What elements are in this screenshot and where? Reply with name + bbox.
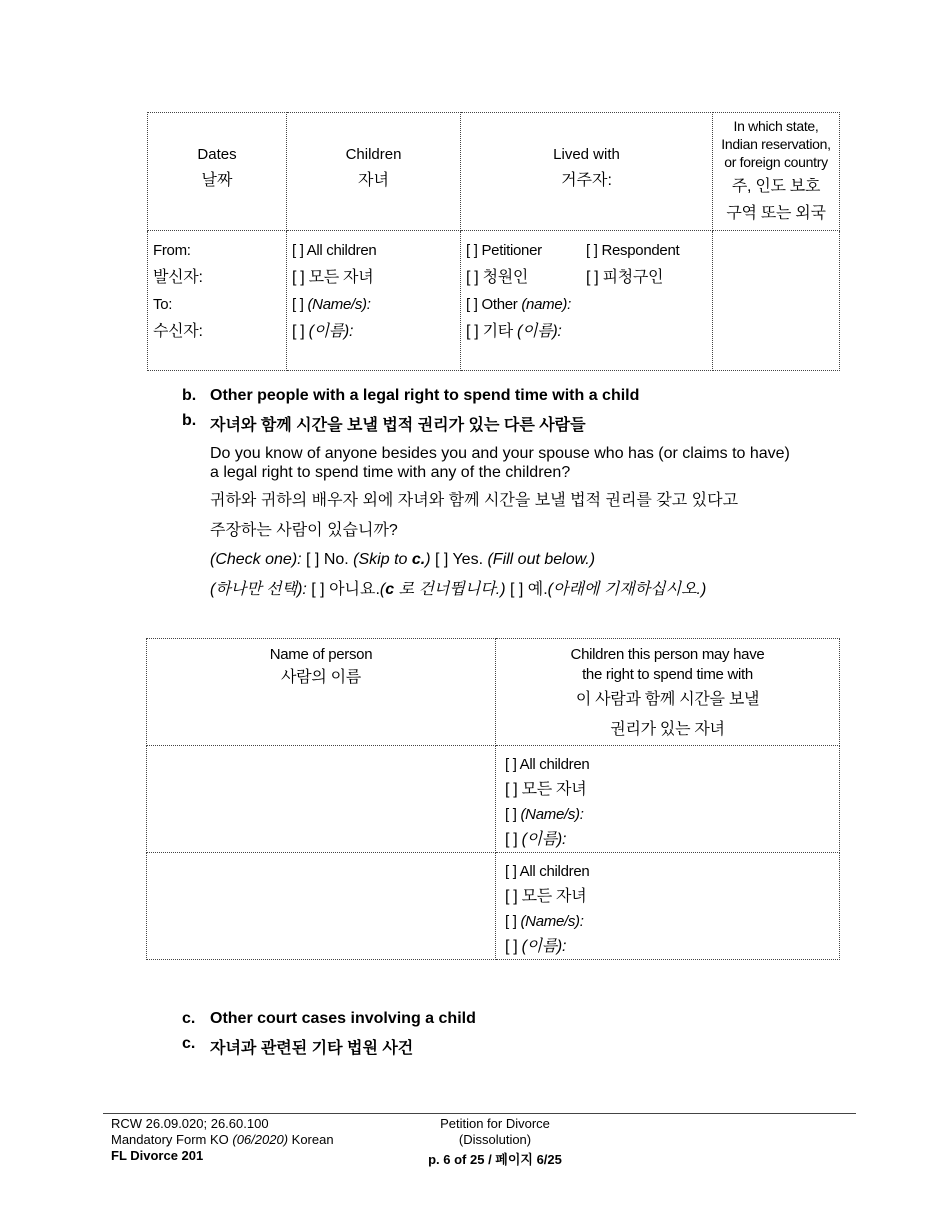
person-children-cell xyxy=(496,746,840,853)
all-children-checkbox-en[interactable]: [ ] All children xyxy=(505,756,590,773)
all-children-checkbox-ko[interactable]: [ ] 모든 자녀 xyxy=(505,781,587,798)
person-name-cell[interactable] xyxy=(147,853,496,960)
header-children-ko: 자녀 xyxy=(358,172,389,189)
state-cell[interactable] xyxy=(713,231,840,371)
fill-below-ko: (아래에 기재하십시오.) xyxy=(547,581,707,598)
header-person-children-ko-1: 이 사람과 함께 시간을 보낼 xyxy=(575,691,760,708)
names-label-en: (Name/s): xyxy=(307,296,371,313)
names-checkbox-ko[interactable] xyxy=(292,318,460,345)
header-children-en: Children xyxy=(345,146,402,163)
skip-target-en: c. xyxy=(411,551,426,568)
footer-title-1: Petition for Divorce xyxy=(440,1116,550,1131)
question-en-line-1: Do you know of anyone besides you and your spouse who has (or claims to have) xyxy=(210,445,790,462)
section-b-title-ko xyxy=(182,412,586,434)
all-children-checkbox-ko[interactable]: [ ] 모든 자녀 xyxy=(505,888,587,905)
footer-mandatory-date: (06/2020) xyxy=(232,1132,289,1147)
other-box-ko: [ ] 기타 xyxy=(466,323,518,340)
footer-rcw: RCW 26.09.020; 26.60.100 xyxy=(111,1116,269,1131)
header-dates-en: Dates xyxy=(197,146,237,163)
check-lead-ko: (하나만 선택 xyxy=(210,581,298,598)
header-state-en-3: or foreign country xyxy=(724,154,828,170)
names-label-ko: (이름): xyxy=(521,938,567,955)
question-en xyxy=(210,444,790,482)
names-checkbox-en[interactable] xyxy=(505,909,839,934)
footer-form-id: FL Divorce 201 xyxy=(111,1148,204,1163)
other-label-en: (name): xyxy=(521,296,571,313)
dates-cell[interactable] xyxy=(148,231,287,371)
question-ko xyxy=(210,486,738,546)
question-en-line-2: a legal right to spend time with any of the children? xyxy=(210,464,571,481)
check-lead-en: (Check one): xyxy=(210,551,302,568)
footer-left xyxy=(111,1116,334,1164)
other-people-table xyxy=(146,638,840,960)
no-checkbox-en[interactable]: [ ] No. xyxy=(301,551,354,568)
respondent-checkbox-ko[interactable]: [ ] 피청구인 xyxy=(586,269,664,286)
header-person-children-ko-2: 권리가 있는 자녀 xyxy=(610,721,725,738)
to-label-en: To: xyxy=(153,296,173,313)
header-state-en-2: Indian reservation, xyxy=(721,136,831,152)
names-label-ko: (이름): xyxy=(308,323,354,340)
names-box-ko: [ ] xyxy=(505,938,522,955)
yes-checkbox-ko[interactable]: [ ] 예. xyxy=(505,581,548,598)
footer-mandatory-a: Mandatory Form KO xyxy=(111,1132,233,1147)
skip-text-en: (Skip to xyxy=(353,551,412,568)
skip-target-ko: c xyxy=(385,581,395,598)
person-name-cell[interactable] xyxy=(147,746,496,853)
question-ko-line-1: 귀하와 귀하의 배우자 외에 자녀와 함께 시간을 보낼 법적 권리를 갖고 있다고 xyxy=(210,492,739,509)
header-lived-with xyxy=(461,113,713,231)
names-box-ko: [ ] xyxy=(505,831,522,848)
header-lived-en: Lived with xyxy=(553,146,620,163)
respondent-checkbox-en[interactable]: [ ] Respondent xyxy=(586,242,680,259)
lived-with-cell xyxy=(461,231,713,371)
check-lead-end-ko: ): xyxy=(297,581,307,598)
footer-mandatory-b: Korean xyxy=(288,1132,334,1147)
header-person-children xyxy=(496,639,840,746)
header-state-ko-2: 구역 또는 외국 xyxy=(726,205,826,222)
all-children-checkbox-en[interactable]: [ ] All children xyxy=(505,863,590,880)
footer-title-2: (Dissolution) xyxy=(458,1132,532,1147)
yes-checkbox-en[interactable]: [ ] Yes. xyxy=(430,551,488,568)
names-box-en: [ ] xyxy=(505,913,521,930)
section-b-heading-en: Other people with a legal right to spend time with a child xyxy=(210,387,640,404)
header-state-ko-1: 주, 인도 보호 xyxy=(731,178,821,195)
children-cell xyxy=(287,231,461,371)
names-label-en: (Name/s): xyxy=(520,806,584,823)
header-dates-ko: 날짜 xyxy=(201,172,233,189)
header-lived-ko: 거주자: xyxy=(561,172,612,189)
names-label-en: (Name/s): xyxy=(520,913,584,930)
skip-end-en: ) xyxy=(425,551,431,568)
other-label-ko: (이름): xyxy=(517,323,562,340)
header-dates xyxy=(148,113,287,231)
section-c-letter-en: c. xyxy=(182,1010,196,1027)
other-checkbox-ko[interactable] xyxy=(466,318,712,345)
check-one-en xyxy=(210,551,595,569)
header-person-en: Name of person xyxy=(269,646,373,663)
names-checkbox-en[interactable] xyxy=(505,802,839,827)
footer-divider xyxy=(103,1113,856,1114)
header-person-children-en-2: the right to spend time with xyxy=(582,666,753,683)
all-children-checkbox-ko[interactable]: [ ] 모든 자녀 xyxy=(292,269,374,286)
other-box-en: [ ] Other xyxy=(466,296,522,313)
section-c-letter-ko: c. xyxy=(182,1035,196,1052)
header-person-children-en-1: Children this person may have xyxy=(570,646,765,663)
skip-open-ko: ( xyxy=(379,581,386,598)
footer-page-number: p. 6 of 25 / 페이지 6/25 xyxy=(428,1152,562,1167)
names-checkbox-en[interactable] xyxy=(292,291,460,318)
section-b-title-en xyxy=(182,387,640,405)
from-label-en: From: xyxy=(153,242,191,259)
section-c-heading-en: Other court cases involving a child xyxy=(210,1010,476,1027)
section-b-heading-ko: 자녀와 함께 시간을 보낼 법적 권리가 있는 다른 사람들 xyxy=(210,417,586,434)
person-children-cell xyxy=(496,853,840,960)
names-checkbox-ko[interactable] xyxy=(505,827,839,852)
check-one-ko xyxy=(210,576,706,599)
section-c-title-en xyxy=(182,1010,476,1028)
residence-history-table xyxy=(147,112,840,371)
fill-below-en: (Fill out below.) xyxy=(487,551,596,568)
section-c-title-ko xyxy=(182,1035,414,1057)
petitioner-checkbox-ko[interactable]: [ ] 청원인 xyxy=(466,269,529,286)
names-box-ko: [ ] xyxy=(292,323,309,340)
footer-center xyxy=(395,1116,595,1168)
question-ko-line-2: 주장하는 사람이 있습니까? xyxy=(210,522,398,539)
no-checkbox-ko[interactable]: [ ] 아니요. xyxy=(306,581,380,598)
section-b-letter-en: b. xyxy=(182,387,197,404)
header-state xyxy=(713,113,840,231)
section-c-heading-ko: 자녀과 관련된 기타 법원 사건 xyxy=(210,1040,414,1057)
from-label-ko: 발신자: xyxy=(153,269,203,286)
skip-text-ko: 로 건너뜁니다.) xyxy=(394,581,506,598)
header-person-ko: 사람의 이름 xyxy=(281,669,361,686)
header-state-en-1: In which state, xyxy=(733,118,819,134)
names-box-en: [ ] xyxy=(505,806,521,823)
header-children xyxy=(287,113,461,231)
header-person-name xyxy=(147,639,496,746)
names-label-ko: (이름): xyxy=(521,831,567,848)
names-box-en: [ ] xyxy=(292,296,308,313)
petitioner-checkbox-en[interactable]: [ ] Petitioner xyxy=(466,242,542,259)
names-checkbox-ko[interactable] xyxy=(505,934,839,959)
section-b-letter-ko: b. xyxy=(182,412,197,429)
all-children-checkbox-en[interactable]: [ ] All children xyxy=(292,242,377,259)
other-checkbox-en[interactable] xyxy=(466,291,712,318)
to-label-ko: 수신자: xyxy=(153,323,203,340)
footer-mandatory xyxy=(111,1132,334,1148)
